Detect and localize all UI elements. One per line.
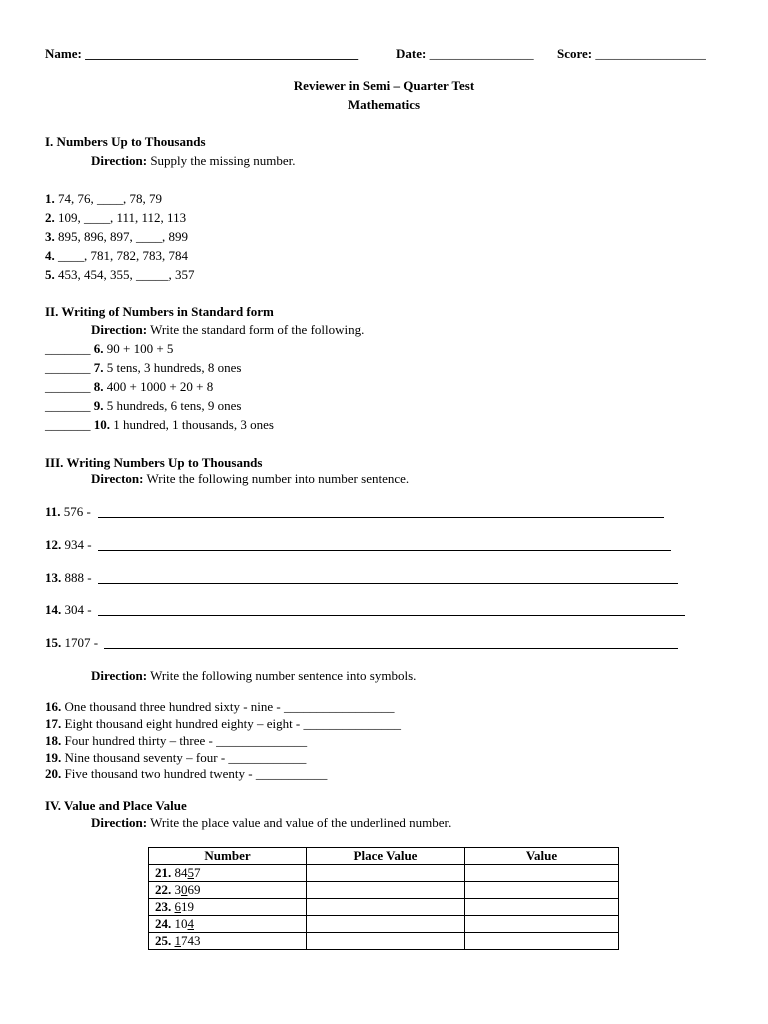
item-text: 5 hundreds, 6 tens, 9 ones <box>103 398 242 413</box>
item-number: 8. <box>90 379 104 394</box>
direction-text: Write the following number into number sentence. <box>143 471 410 486</box>
direction-text: Write the place value and value of the underlined number. <box>147 815 452 830</box>
direction-label: Direction: <box>91 153 148 168</box>
list-item <box>45 751 306 766</box>
item-text: 74, 76, ____, 78, 79 <box>54 191 162 206</box>
table-header-row <box>149 848 619 865</box>
row-number: 21. <box>155 865 172 880</box>
answer-blank[interactable]: _______ <box>45 341 91 356</box>
row-number: 22. <box>155 882 172 897</box>
section-2-heading: II. Writing of Numbers in Standard form <box>45 304 274 319</box>
digits: 69 <box>187 882 201 897</box>
list-item <box>45 571 92 586</box>
item-number: 6. <box>90 341 104 356</box>
section-1-direction <box>91 154 296 169</box>
item-text: Five thousand two hundred twenty - ___________ <box>61 766 328 781</box>
list-item <box>45 211 186 226</box>
answer-line[interactable] <box>104 647 678 649</box>
header-row <box>45 47 358 62</box>
page-title: Reviewer in Semi – Quarter Test <box>293 78 475 93</box>
list-item <box>45 603 92 618</box>
direction-text: Supply the missing number. <box>147 153 296 168</box>
answer-blank[interactable]: _______ <box>45 417 91 432</box>
answer-line[interactable] <box>98 549 671 551</box>
item-number: 3. <box>45 229 55 244</box>
number-cell <box>149 882 307 899</box>
list-item <box>45 505 91 520</box>
value-cell[interactable] <box>465 865 619 882</box>
answer-line[interactable] <box>98 516 664 518</box>
list-item <box>45 380 213 395</box>
place-value-table <box>148 847 619 950</box>
section-4-heading: IV. Value and Place Value <box>45 798 187 813</box>
item-text: 5 tens, 3 hundreds, 8 ones <box>103 360 242 375</box>
item-number: 15. <box>45 635 62 650</box>
place-value-cell[interactable] <box>307 916 465 933</box>
item-text: 304 - <box>61 602 92 617</box>
digits: 10 <box>171 916 188 931</box>
item-number: 17. <box>45 716 62 731</box>
table-row <box>149 933 619 950</box>
underlined-digit: 5 <box>187 865 194 880</box>
item-text: 1707 - <box>61 635 99 650</box>
value-cell[interactable] <box>465 899 619 916</box>
answer-blank[interactable]: _______ <box>45 398 91 413</box>
item-text: 400 + 1000 + 20 + 8 <box>103 379 214 394</box>
item-number: 10. <box>90 417 110 432</box>
row-number: 24. <box>155 916 172 931</box>
item-number: 20. <box>45 766 62 781</box>
underlined-digit: 1 <box>174 933 181 948</box>
direction-text: Write the following number sentence into symbols. <box>147 668 417 683</box>
direction-label: Direction: <box>91 815 148 830</box>
list-item <box>45 230 188 245</box>
digits: 19 <box>181 899 194 914</box>
digits: 3 <box>171 882 181 897</box>
item-number: 12. <box>45 537 62 552</box>
item-text: One thousand three hundred sixty - nine - _________________ <box>61 699 395 714</box>
number-cell <box>149 899 307 916</box>
item-text: 576 - <box>60 504 91 519</box>
underlined-digit: 4 <box>187 916 194 931</box>
number-cell <box>149 865 307 882</box>
digits: 743 <box>181 933 201 948</box>
item-number: 4. <box>45 248 55 263</box>
underlined-digit: 0 <box>181 882 188 897</box>
value-cell[interactable] <box>465 916 619 933</box>
list-item <box>45 734 307 749</box>
value-cell[interactable] <box>465 882 619 899</box>
place-value-cell[interactable] <box>307 899 465 916</box>
item-number: 11. <box>45 504 61 519</box>
item-text: 90 + 100 + 5 <box>103 341 174 356</box>
direction-label: Direction: <box>91 668 148 683</box>
column-header-number: Number <box>149 848 307 865</box>
score-label: Score: <box>557 46 593 61</box>
item-number: 19. <box>45 750 62 765</box>
section-3-heading: III. Writing Numbers Up to Thousands <box>45 455 263 470</box>
place-value-cell[interactable] <box>307 865 465 882</box>
section-1-heading: I. Numbers Up to Thousands <box>45 134 206 149</box>
score-field[interactable]: _________________ <box>595 46 706 61</box>
item-text: 934 - <box>61 537 92 552</box>
number-cell <box>149 933 307 950</box>
row-number: 23. <box>155 899 172 914</box>
list-item <box>45 538 92 553</box>
item-text: 109, ____, 111, 112, 113 <box>54 210 187 225</box>
item-number: 7. <box>90 360 104 375</box>
table-row <box>149 916 619 933</box>
item-number: 16. <box>45 699 62 714</box>
table-row <box>149 899 619 916</box>
item-text: 453, 454, 355, _____, 357 <box>54 267 195 282</box>
list-item <box>45 249 188 264</box>
table-row <box>149 882 619 899</box>
list-item <box>45 192 162 207</box>
date-label: Date: <box>396 46 427 61</box>
list-item <box>45 767 327 782</box>
page-subtitle: Mathematics <box>347 97 421 112</box>
direction-label: Directon: <box>91 471 144 486</box>
digits: 7 <box>194 865 201 880</box>
list-item <box>45 700 395 715</box>
item-text: ____, 781, 782, 783, 784 <box>54 248 188 263</box>
place-value-cell[interactable] <box>307 882 465 899</box>
score-group <box>557 47 706 62</box>
item-number: 2. <box>45 210 55 225</box>
section-3-direction-2 <box>91 669 416 684</box>
answer-line[interactable] <box>98 614 685 616</box>
date-group <box>396 47 534 62</box>
value-cell[interactable] <box>465 933 619 950</box>
item-number: 9. <box>90 398 104 413</box>
direction-label: Direction: <box>91 322 148 337</box>
number-cell <box>149 916 307 933</box>
date-field[interactable]: ________________ <box>429 46 534 61</box>
section-2-direction <box>91 323 364 338</box>
item-number: 13. <box>45 570 62 585</box>
column-header-place-value: Place Value <box>307 848 465 865</box>
list-item <box>45 268 195 283</box>
item-text: 895, 896, 897, ____, 899 <box>54 229 188 244</box>
item-number: 14. <box>45 602 62 617</box>
list-item <box>45 636 98 651</box>
item-text: 888 - <box>61 570 92 585</box>
section-3-direction <box>91 472 409 487</box>
digits: 84 <box>171 865 188 880</box>
direction-text: Write the standard form of the following. <box>147 322 365 337</box>
name-label: Name: <box>45 46 82 61</box>
row-number: 25. <box>155 933 172 948</box>
answer-line[interactable] <box>98 582 678 584</box>
list-item <box>45 418 274 433</box>
section-4-direction <box>91 816 451 831</box>
answer-blank[interactable]: _______ <box>45 360 91 375</box>
answer-blank[interactable]: _______ <box>45 379 91 394</box>
table-row <box>149 865 619 882</box>
item-text: Nine thousand seventy – four - ____________ <box>61 750 307 765</box>
column-header-value: Value <box>465 848 619 865</box>
item-text: Eight thousand eight hundred eighty – eight - _______________ <box>61 716 402 731</box>
list-item <box>45 342 173 357</box>
list-item <box>45 361 241 376</box>
name-field[interactable]: __________________________________________ <box>85 46 359 61</box>
item-number: 18. <box>45 733 62 748</box>
place-value-cell[interactable] <box>307 933 465 950</box>
item-number: 1. <box>45 191 55 206</box>
item-number: 5. <box>45 267 55 282</box>
list-item <box>45 717 401 732</box>
item-text: Four hundred thirty – three - ______________ <box>61 733 308 748</box>
underlined-digit: 6 <box>174 899 181 914</box>
item-text: 1 hundred, 1 thousands, 3 ones <box>110 417 274 432</box>
list-item <box>45 399 241 414</box>
